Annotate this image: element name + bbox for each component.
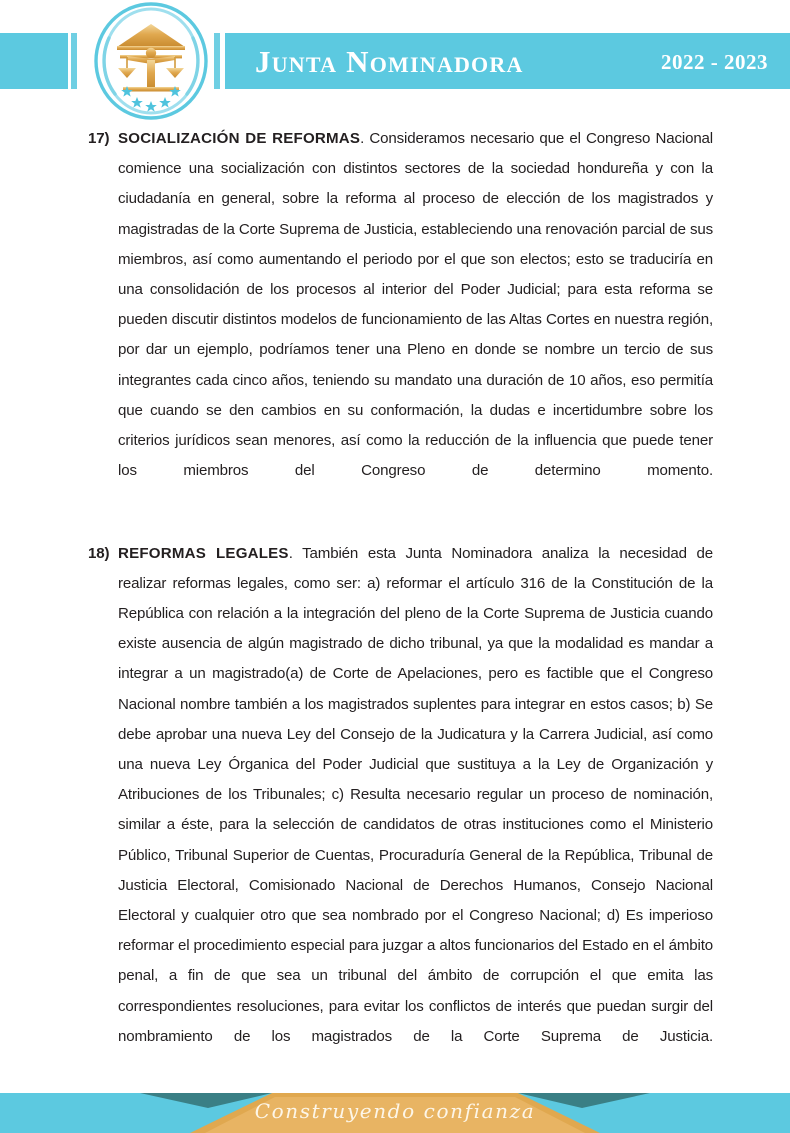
header-years: 2022 - 2023 xyxy=(661,50,768,74)
page-title: Junta Nominadora xyxy=(255,44,524,79)
paragraph-content: . Consideramos necesario que el Congreso Nacional comience una socialización con distintos sectores de la sociedad hondureña y con la ciudadanía en general, sobre la reforma al proceso de elección de los magistrados y magistradas de la Corte Suprema de Justicia, estableciendo una renovación parcial de sus miembros, así como aumentando el periodo por el que son electos; esto se traduciría en una consolidación de los procesos al interior del Poder Judicial; para esta reforma se pueden discutir distintos modelos de funcionamiento de las Altas Cortes en nuestra región, por dar un ejemplo, podríamos tener una Pleno en donde se nombre un tercio de sus integrantes cada cinco años, teniendo su mandato una duración de 10 años, eso permitía que cuando se den cambios en su conformación, la dudas e incertidumbre sobre los criterios jurídicos sean menores, así como la reducción de la influencia que puede tener los miembros del Congreso de determino momento. xyxy=(118,130,714,480)
document-body xyxy=(88,124,713,1104)
page-header xyxy=(0,0,790,120)
paragraph-text xyxy=(118,539,713,1083)
header-divider-left xyxy=(71,33,77,89)
footer-slogan: Construyendo confianza xyxy=(254,1099,536,1123)
scales-of-justice-emblem-icon xyxy=(93,2,209,120)
header-band-left xyxy=(0,33,68,89)
paragraph-17 xyxy=(88,124,713,517)
paragraph-heading: REFORMAS LEGALES xyxy=(118,544,289,562)
page-footer xyxy=(0,1073,790,1133)
paragraph-18 xyxy=(88,539,713,1083)
paragraph-text xyxy=(118,124,713,517)
paragraph-heading: SOCIALIZACIÓN DE REFORMAS xyxy=(118,130,361,147)
paragraph-marker: 17) xyxy=(88,130,110,147)
header-divider-right xyxy=(214,33,220,89)
paragraph-marker: 18) xyxy=(88,544,110,562)
paragraph-content: . También esta Junta Nominadora analiza la necesidad de realizar reformas legales, como ser: a) reformar el artículo 316 de la Constitución de la República con relación a la integración del pleno de la Corte Suprema de Justicia cuando existe ausencia de algún magistrado de dicho tribunal, ya que la modalidad es mandar a integrar a un magistrado(a) de Corte de Apelaciones, pero es factible que el Congreso Nacional nombre también a los magistrados suplentes para integrar en estos casos; b) Se debe aprobar una nueva Ley del Consejo de la Judicatura y la Carrera Judicial, así como una nueva Ley Órganica del Poder Judicial que sustituya a la Ley de Organización y Atribuciones de los Tribunales; c) Resulta necesario regular un proceso de nominación, similar a éste, para la selección de candidatos de otras instituciones como el Ministerio Público, Tribunal Superior de Cuentas, Procuraduría General de la República, Tribunal de Justicia Electoral, Comisionado Nacional de Derechos Humanos, Consejo Nacional Electoral y cualquier otro que sea nombrado por el Congreso Nacional; d) Es imperioso reformar el procedimiento especial para juzgar a altos funcionarios del Estado en el ámbito penal, a fin de que sea un tribunal del ámbito de corrupción el que emita las correspondientes resoluciones, para evitar los conflictos de interés que puedan surgir del nombramiento de los magistrados de la Corte Suprema de Justicia. xyxy=(118,544,714,1045)
